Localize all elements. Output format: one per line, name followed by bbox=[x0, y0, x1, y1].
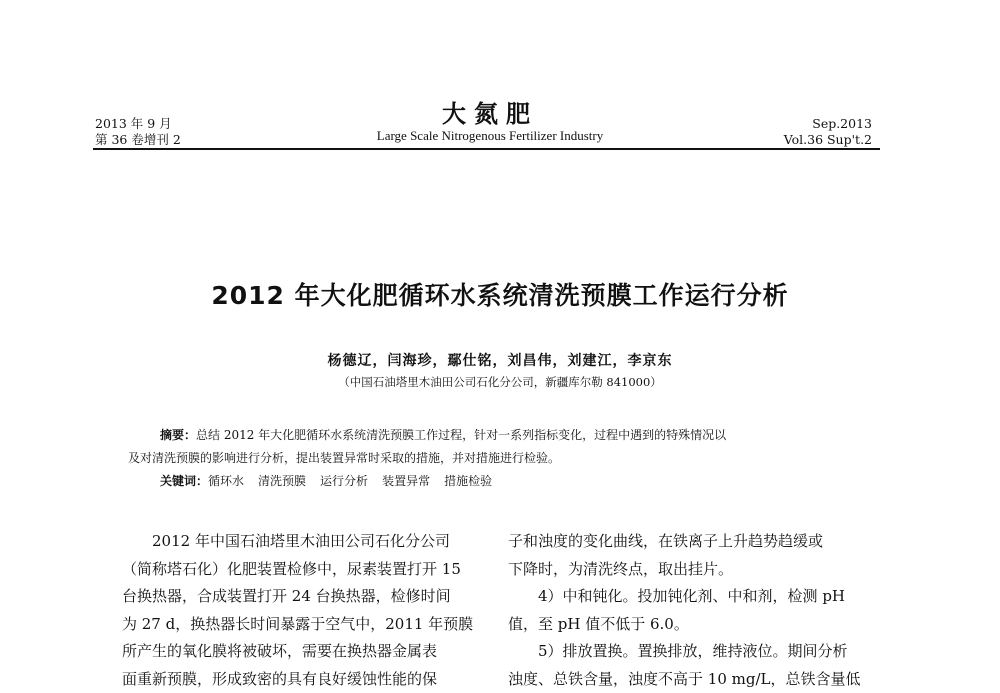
keyword: 装置异常 bbox=[382, 474, 430, 488]
header-right bbox=[784, 116, 872, 148]
issue-date-en: Sep.2013 bbox=[784, 116, 872, 132]
body-line: 5）排放置换。置换排放，维持液位。期间分析 bbox=[508, 638, 894, 666]
body-line: 下降时，为清洗终点，取出挂片。 bbox=[508, 556, 894, 584]
keyword: 措施检验 bbox=[444, 474, 492, 488]
journal-masthead bbox=[300, 100, 680, 144]
journal-logo: 大氮肥 bbox=[300, 100, 680, 128]
body-line: （简称塔石化）化肥装置检修中，尿素装置打开 15 bbox=[122, 556, 490, 584]
affiliation: （中国石油塔里木油田公司石化分公司，新疆库尔勒 841000） bbox=[100, 374, 900, 390]
paper-title: 2012 年大化肥循环水系统清洗预膜工作运行分析 bbox=[60, 276, 940, 312]
abstract bbox=[128, 424, 888, 470]
body-line: 4）中和钝化。投加钝化剂、中和剂，检测 pH bbox=[508, 583, 894, 611]
header-left bbox=[95, 116, 181, 148]
abstract-label: 摘要： bbox=[160, 428, 196, 442]
volume-cn: 第 36 卷增刊 2 bbox=[95, 132, 181, 148]
body-right-column bbox=[508, 528, 894, 693]
body-line: 2012 年中国石油塔里木油田公司石化分公司 bbox=[122, 528, 490, 556]
abstract-line-2: 及对清洗预膜的影响进行分析，提出装置异常时采取的措施，并对措施进行检验。 bbox=[128, 447, 888, 470]
body-line: 浊度、总铁含量，浊度不高于 10 mg/L，总铁含量低 bbox=[508, 666, 894, 693]
abstract-line-1 bbox=[128, 424, 888, 447]
body-left-column bbox=[122, 528, 490, 693]
issue-date-cn: 2013 年 9 月 bbox=[95, 116, 181, 132]
keyword: 循环水 bbox=[208, 474, 244, 488]
body-line: 台换热器，合成装置打开 24 台换热器，检修时间 bbox=[122, 583, 490, 611]
body-line: 子和浊度的变化曲线，在铁离子上升趋势趋缓或 bbox=[508, 528, 894, 556]
keyword: 清洗预膜 bbox=[258, 474, 306, 488]
body-line: 所产生的氧化膜将被破坏，需要在换热器金属表 bbox=[122, 638, 490, 666]
keywords bbox=[160, 472, 506, 489]
keyword: 运行分析 bbox=[320, 474, 368, 488]
author-list: 杨德辽，闫海珍，鄢仕铭，刘昌伟，刘建江，李京东 bbox=[100, 350, 900, 370]
body-line: 值，至 pH 值不低于 6.0。 bbox=[508, 611, 894, 639]
journal-name-en: Large Scale Nitrogenous Fertilizer Industry bbox=[300, 128, 680, 144]
keywords-label: 关键词： bbox=[160, 474, 208, 488]
volume-en: Vol.36 Sup't.2 bbox=[784, 132, 872, 148]
abstract-text-1: 总结 2012 年大化肥循环水系统清洗预膜工作过程，针对一系列指标变化，过程中遇到的特殊情况以 bbox=[196, 428, 726, 442]
header-rule bbox=[93, 148, 880, 150]
body-line: 为 27 d，换热器长时间暴露于空气中，2011 年预膜 bbox=[122, 611, 490, 639]
body-line: 面重新预膜，形成致密的具有良好缓蚀性能的保 bbox=[122, 666, 490, 693]
